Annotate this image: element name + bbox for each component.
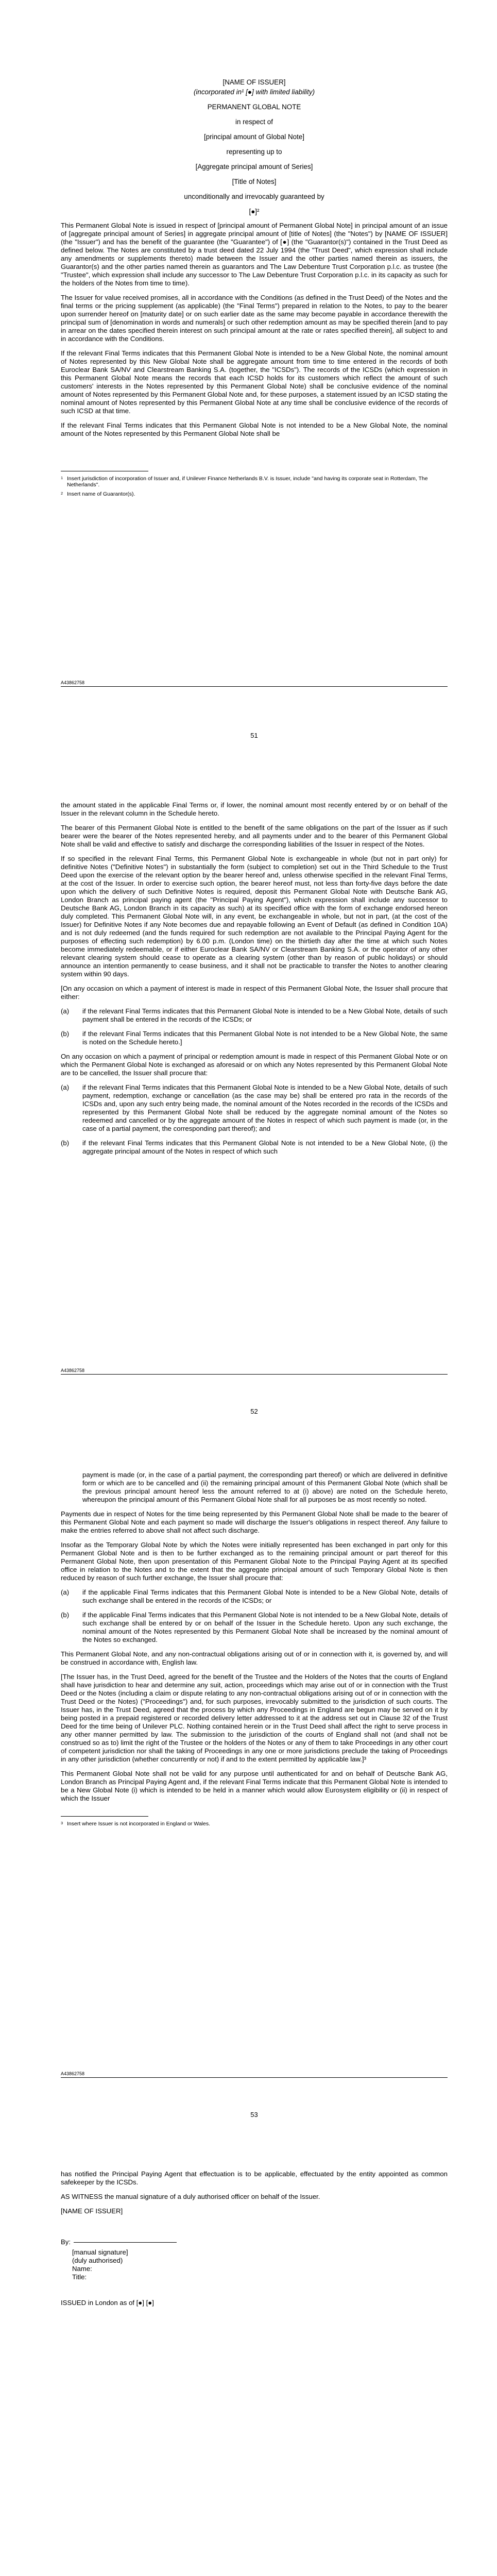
page-footer — [61, 680, 448, 687]
signature-detail: [manual signature] — [72, 2248, 128, 2256]
issuer-name: [NAME OF ISSUER] — [222, 78, 286, 86]
signature-detail: (duly authorised) — [72, 2257, 123, 2264]
representing-line: representing up to — [226, 148, 282, 156]
page-number: 52 — [250, 1408, 258, 1415]
list-item — [61, 1083, 448, 1133]
item-label: (b) — [61, 1139, 70, 1147]
list-item — [61, 1030, 448, 1046]
in-respect-of: in respect of — [235, 118, 273, 126]
notes-title-line: [Title of Notes] — [232, 178, 277, 185]
footnote-number: 1 — [61, 476, 63, 480]
paragraph: If so specified in the relevant Final Terms, this Permanent Global Note is exchangeable in whole (but not in part only) for definitive Notes ("Definitive Notes") in substantially the form (subject to completion) set out in the Third Schedule to the Trust Deed upon the exercise of the relevant option by the bearer hereof and, unless otherwise specified in the relevant Final Terms, at the cost of the Issuer. In order to exercise such option, the bearer hereof must, not less than forty-five days before the date upon which the delivery of such Definitive Notes is required, deposit this Permanent Global Note with Deutsche Bank AG, London Branch as principal paying agent (the "Principal Paying Agent"), which expression shall include any successor to Deutsche Bank AG, London Branch in its capacity as such) at its specified office with the form of exchange endorsed hereon duly completed. This Permanent Global Note will, in any event, be exchangeable in whole, but not in part, (at the cost of the Issuer) for Definitive Notes if any Note becomes due and repayable following an Event of Default (as defined in Condition 10A) and is not duly redeemed (and the funds required for such redemption are not available to the Principal Paying Agent for the purposes of effecting such redemption) by 6.00 p.m. (London time) on the thirtieth day after the time at which such Notes become immediately redeemable, or if either Euroclear Bank SA/NV or Clearstream Banking S.A. or the operator of any other relevant clearing system should cease to operate as a clearing system (other than by reason of public holidays) or should announce an intention permanently to cease business, and it shall not be practicable to transfer the Notes to another clearing system within 90 days. — [61, 855, 448, 978]
page-footer — [61, 1368, 448, 1375]
paragraph: If the relevant Final Terms indicates that this Permanent Global Note is not intended to be a New Global Note, the nominal amount of the Notes represented by this Permanent Global Note shall be — [61, 421, 448, 437]
page-52 — [0, 703, 497, 1406]
principal-amount-line: [principal amount of Global Note] — [203, 133, 304, 141]
signature-line — [74, 2242, 177, 2243]
series-amount-line: [Aggregate principal amount of Series] — [195, 163, 313, 171]
paragraph: Payments due in respect of Notes for the time being represented by this Permanent Global Note shall be made to the bearer of this Permanent Global Note and each payment so made will discharge the Issuer's obligations in respect thereof. Any failure to make the entries referred to above shall not affect such discharge. — [61, 1510, 448, 1534]
page-51 — [0, 0, 497, 703]
paragraph: Insofar as the Temporary Global Note by which the Notes were initially represented has been exchanged in part only for this Permanent Global Note and is then to be further exchanged as to the remaining principal amount or part thereof for this Permanent Global Note, then upon presentation of this Permanent Global Note to the Principal Paying Agent at its specified office in relation to the Notes and to the extent that the aggregate principal amount of such Temporary Global Note is then reduced by reason of such further exchange, the Issuer shall procure that: — [61, 1541, 448, 1582]
page-number: 51 — [250, 732, 258, 739]
issued-line: ISSUED in London as of [●] [●] — [61, 2299, 154, 2307]
footnote-text: Insert where Issuer is not incorporated in England or Wales. — [67, 1821, 210, 1827]
footnote-text: Insert jurisdiction of incorporation of Issuer and, if Unilever Finance Netherlands B.V. is Issuer, include "and having its corporate seat in Rotterdam, The Netherlands". — [67, 476, 428, 488]
page-53 — [0, 1406, 497, 2110]
signature-detail: Name: — [72, 2265, 92, 2273]
issuer-signatory: [NAME OF ISSUER] — [61, 2207, 123, 2215]
footer-rule — [61, 1374, 448, 1375]
footnote-number: 2 — [61, 491, 63, 496]
item-text: if the applicable Final Terms indicates that this Permanent Global Note is intended to be a New Global Note, details of such exchange shall be entered in the records of the ICSDs; or — [82, 1588, 448, 1604]
page-number: 53 — [250, 2111, 258, 2119]
item-label: (b) — [61, 1030, 70, 1038]
incorporation-line: (incorporated in¹ [●] with limited liability) — [193, 88, 315, 96]
list-item — [61, 1007, 448, 1024]
item-text: if the relevant Final Terms indicates that this Permanent Global Note is intended to be a New Global Note, details of such payment, redemption, exchange or cancellation (as the case may be) shall be entered pro rata in the records of the ICSDs and, upon any such entry being made, the nominal amount of the Notes recorded in the records of the ICSDs and represented by this Permanent Global Note shall be reduced by the aggregate nominal amount of the Notes so redeemed and cancelled or by the aggregate amount of the Notes in respect of which such payment is made (or, in the case of a partial payment, the corresponding part thereof); and — [82, 1083, 448, 1132]
paragraph: [On any occasion on which a payment of interest is made in respect of this Permanent Global Note, the Issuer shall procure that either: — [61, 985, 448, 1001]
paragraph: This Permanent Global Note, and any non-contractual obligations arising out of or in connection with it, is governed by, and will be construed in accordance with, English law. — [61, 1650, 448, 1666]
item-text: if the relevant Final Terms indicates that this Permanent Global Note is intended to be a New Global Note, details of such payment shall be entered in the records of the ICSDs; or — [82, 1007, 448, 1023]
paragraph: The bearer of this Permanent Global Note is entitled to the benefit of the same obligations on the part of the Issuer as if such bearer were the bearer of the Notes represented hereby, and all payments under and to the bearer of this Permanent Global Note shall be valid and effective to satisfy and discharge the corresponding liabilities of the Issuer in respect of the Notes. — [61, 824, 448, 848]
list-item — [61, 1611, 448, 1644]
item-label: (a) — [61, 1083, 70, 1091]
note-type: PERMANENT GLOBAL NOTE — [207, 103, 301, 111]
item-text: if the applicable Final Terms indicates that this Permanent Global Note is not intended to be a New Global Note, details of such exchange shall be entered by or on behalf of the Issuer in the Schedule hereto. Upon any such exchange, the nominal amount of the Notes represented by this Permanent Global Note shall be increased by the nominal amount of the Notes so exchanged. — [82, 1611, 448, 1643]
item-label: (b) — [61, 1611, 70, 1619]
item-text: if the relevant Final Terms indicates that this Permanent Global Note is not intended to be a New Global Note, (i) the aggregate principal amount of the Notes in respect of which such — [82, 1139, 448, 1155]
paragraph: The Issuer for value received promises, all in accordance with the Conditions (as defined in the Trust Deed) of the Notes and the final terms or the pricing supplement (as applicable) (the "Final Terms") prepared in relation to the Notes, to pay to the bearer upon surrender hereof on [maturity date] or on such earlier date as the same may become payable in accordance therewith the principal sum of [denomination in words and numerals] or such other redemption amount as may be specified therein [and to pay in arrear on the dates specified therein interest on such principal amount at the rate or rates specified therein], all subject to and in accordance with the Conditions. — [61, 294, 448, 343]
paragraph: This Permanent Global Note shall not be valid for any purpose until authenticated for and on behalf of Deutsche Bank AG, London Branch as Principal Paying Agent and, if the relevant Final Terms indicate that this Permanent Global Note is intended to be a New Global Note (i) which is intended to be held in a manner which would allow Eurosystem eligibility or (ii) in respect of which the Issuer — [61, 1770, 448, 1802]
footnote-rule — [61, 1816, 148, 1817]
list-item — [61, 1588, 448, 1605]
item-label: (a) — [61, 1588, 70, 1596]
footnote-text: Insert name of Guarantor(s). — [67, 491, 135, 497]
paragraph: [The Issuer has, in the Trust Deed, agreed for the benefit of the Trustee and the Holders of the Notes that the courts of England shall have jurisdiction to hear and determine any suit, action, proceedings which may arise out of or in connection with the Trust Deed or the Notes (including a claim or dispute relating to any non-contractual obligations arising out of or in connection with the Trust Deed or the Notes) ("Proceedings") and, for such purposes, irrevocably submitted to the jurisdiction of such courts. The Issuer has, in the Trust Deed, agreed that the process by which any Proceedings in England are begun may be served on it by being posted in a prepaid registered or recorded delivery letter addressed to it at the address set out in Clause 32 of the Trust Deed for the time being of Unilever PLC. Nothing contained herein or in the Trust Deed shall affect the right to serve process in any other manner permitted by law. The submission to the jurisdiction of the courts of England shall not (and shall not be construed so as to) limit the right of the Trustee or the holders of the Notes or any of them to take Proceedings in any other court of competent jurisdiction nor shall the taking of Proceedings in any one or more jurisdictions preclude the taking of Proceedings in any other jurisdiction (whether concurrently or not) if and to the extent permitted by applicable law.]³ — [61, 1673, 448, 1763]
paragraph: On any occasion on which a payment of principal or redemption amount is made in respect of this Permanent Global Note or on which the Permanent Global Note is exchanged as aforesaid or on which any Notes represented by this Permanent Global Note are to be cancelled, the Issuer shall procure that: — [61, 1053, 448, 1077]
paragraph: AS WITNESS the manual signature of a duly authorised officer on behalf of the Issuer. — [61, 2193, 320, 2200]
by-label: By: — [61, 2238, 71, 2246]
paragraph: If the relevant Final Terms indicates that this Permanent Global Note is intended to be a New Global Note, the nominal amount of Notes represented by this New Global Note shall be aggregate amount from time to time entered in the records of both Euroclear Bank SA/NV and Clearstream Banking S.A. (together, the "ICSDs"). The records of the ICSDs (which expression in this Permanent Global Note means the records that each ICSD holds for its customers which reflect the amount of such customers' interests in the Notes represented by this Permanent Global Note) shall be conclusive evidence of the nominal amount of Notes represented by this Permanent Global Note and, for these purposes, a statement issued by an ICSD stating the nominal amount of Notes represented by this Permanent Global Note at any time shall be conclusive evidence of the records of such ICSD at that time. — [61, 349, 448, 415]
list-item-continued — [61, 1471, 448, 1504]
list-item — [61, 1139, 448, 1156]
footnote — [61, 491, 448, 497]
guarantee-line: unconditionally and irrevocably guaranteed by — [184, 193, 324, 200]
document-code: A43862758 — [61, 1368, 85, 1373]
paragraph: This Permanent Global Note is issued in respect of [principal amount of Permanent Global Note] in principal amount of an issue of [aggregate principal amount of Series] in aggregate principal amount of [title of Notes] (the "Notes") by [NAME OF ISSUER] (the "Issuer") and has the benefit of the guarantee (the "Guarantee") of [●] (the "Guarantor(s)") contained in the Trust Deed as defined below. The Notes are constituted by a trust deed dated 22 July 1994 (the "Trust Deed", which expression shall include any amendments or supplements thereto) made between the Issuer and the other parties named therein as issuers, the Guarantor(s) and the other parties named therein as guarantors and The Law Debenture Trust Corporation p.l.c. as trustee (the "Trustee", which expression shall include any successor to The Law Debenture Trust Corporation p.l.c. in its capacity as such for the holders of the Notes from time to time). — [61, 222, 448, 287]
signature-block — [72, 2248, 448, 2281]
item-text: if the relevant Final Terms indicates that this Permanent Global Note is not intended to be a New Global Note, the same is noted on the Schedule hereto.] — [82, 1030, 448, 1046]
signature-detail: Title: — [72, 2273, 87, 2281]
footnote-number: 3 — [61, 1821, 63, 1825]
footnote — [61, 1821, 448, 1827]
guarantor-line: [●]² — [249, 208, 260, 215]
footnote — [61, 476, 448, 488]
item-label: (a) — [61, 1007, 70, 1015]
page-54 — [0, 2110, 497, 2576]
document-code: A43862758 — [61, 2071, 85, 2076]
paragraph: has notified the Principal Paying Agent that effectuation is to be applicable, effectuated by the entity appointed as common safekeeper by the ICSDs. — [61, 2170, 448, 2186]
footer-rule — [61, 2077, 448, 2078]
page-footer — [61, 2071, 448, 2078]
item-text: payment is made (or, in the case of a partial payment, the corresponding part thereof) or which are delivered in definitive form or which are to be cancelled and (ii) the remaining principal amount of this Permanent Global Note (which shall be the previous principal amount hereof less the amount referred to at (i) above) are noted on the Schedule hereto, whereupon the principal amount of this Permanent Global Note shall for all purposes be as most recently so noted. — [82, 1471, 448, 1503]
footer-rule — [61, 686, 448, 687]
paragraph: the amount stated in the applicable Final Terms or, if lower, the nominal amount most recently entered by or on behalf of the Issuer in the relevant column in the Schedule hereto. — [61, 801, 448, 817]
signature-by-row — [61, 2238, 448, 2246]
document-code: A43862758 — [61, 680, 85, 685]
